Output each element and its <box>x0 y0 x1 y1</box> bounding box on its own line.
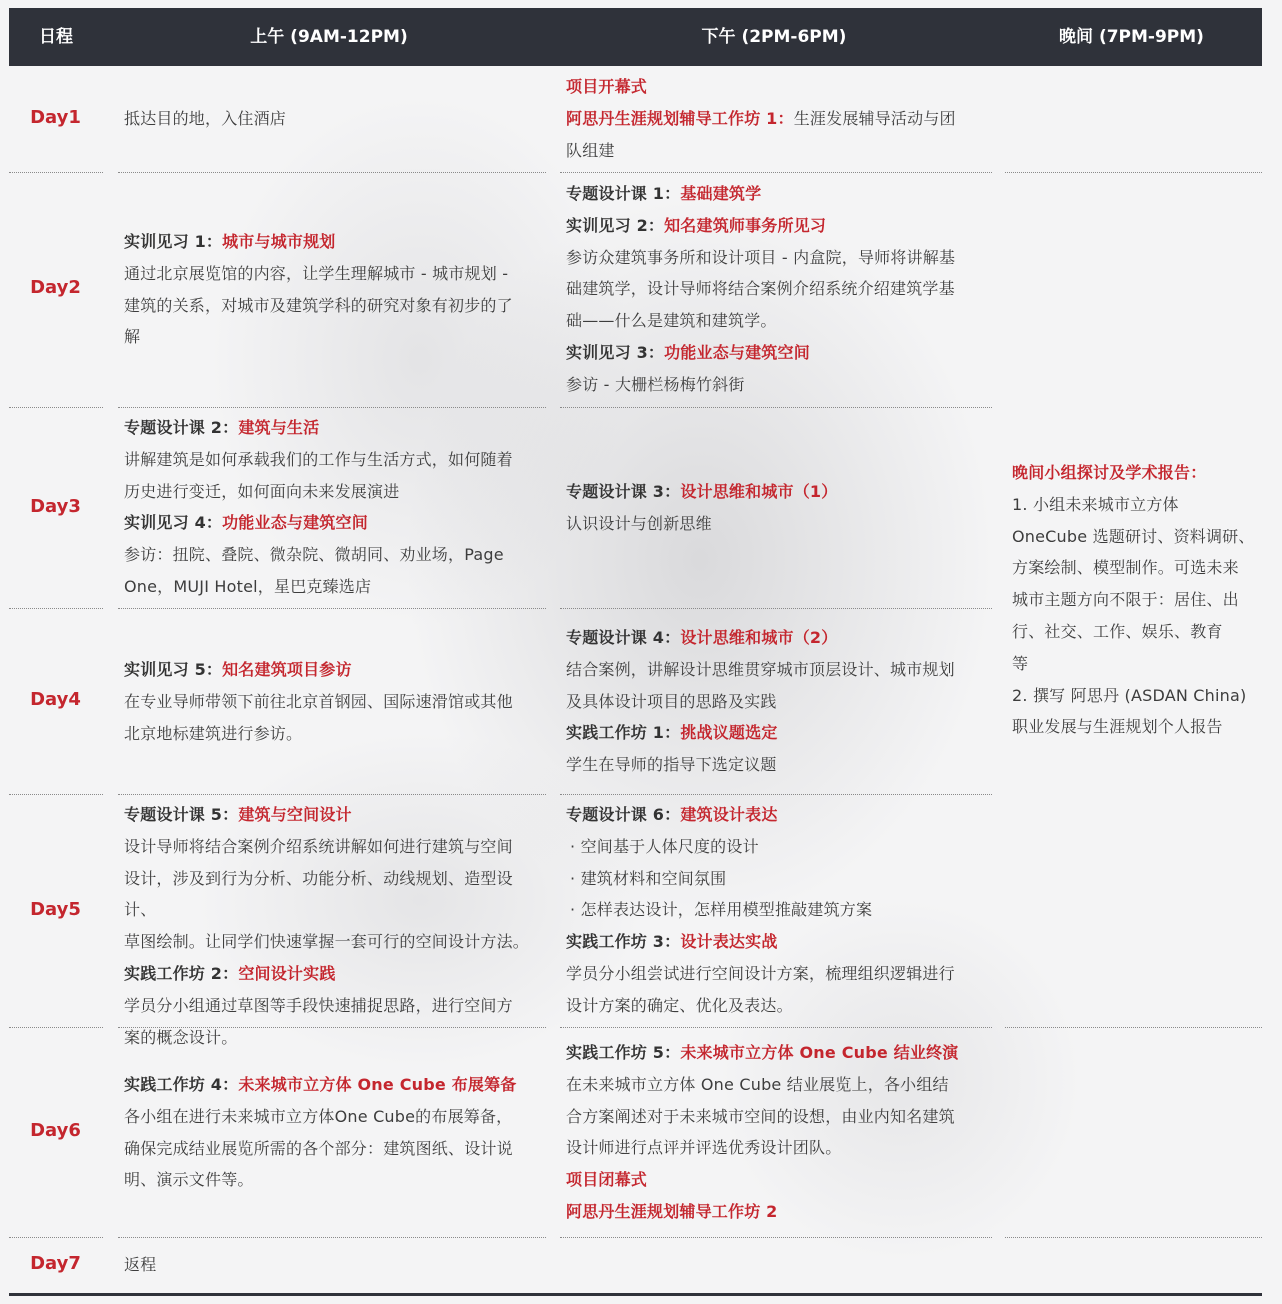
day4-morning-title: 知名建筑项目参访 <box>222 660 352 679</box>
row-divider <box>118 407 546 408</box>
day3-morning-line5: 参访：扭院、叠院、微杂院、微胡同、劝业场，Page <box>124 545 504 565</box>
day3-afternoon-label: 专题设计课 3： <box>566 482 681 501</box>
day3-morning-label2: 实训见习 4： <box>124 513 223 533</box>
day3-morning-line3: 历史进行变迁，如何面向未来发展演进 <box>124 481 400 501</box>
day5-afternoon-bullet1: · 空间基于人体尺度的设计 <box>570 836 759 856</box>
day4-afternoon-label2: 实践工作坊 1： <box>566 723 681 743</box>
row-divider <box>560 1237 992 1238</box>
day5-afternoon-title2: 设计表达实战 <box>680 932 778 952</box>
header-day: 日程 <box>39 27 73 47</box>
row-divider <box>118 608 546 609</box>
day3-morning-label1: 专题设计课 2： <box>124 418 239 437</box>
day6-afternoon-label: 实践工作坊 5： <box>566 1043 681 1062</box>
day-label-2: Day2 <box>30 277 81 298</box>
evening-line1: 1. 小组未来城市立方体 <box>1012 494 1179 514</box>
day4-afternoon-line5: 学生在导师的指导下选定议题 <box>566 755 777 775</box>
day5-morning-title2: 空间设计实践 <box>238 963 336 983</box>
day6-morning-line2: 各小组在进行未来城市立方体One Cube的布展筹备， <box>124 1106 513 1126</box>
row-divider <box>9 172 103 173</box>
day6-morning-line4: 明、演示文件等。 <box>124 1170 254 1190</box>
row-divider <box>118 1237 546 1238</box>
row-divider <box>560 608 992 609</box>
day-label-3: Day3 <box>30 496 81 517</box>
day4-morning-line3: 北京地标建筑进行参访。 <box>124 723 303 743</box>
evening-title: 晚间小组探讨及学术报告： <box>1012 463 1207 482</box>
day3-morning-title2: 功能业态与建筑空间 <box>222 513 368 533</box>
day6-afternoon <box>566 1037 986 1228</box>
day2-afternoon-title2: 知名建筑师事务所见习 <box>664 215 827 235</box>
row-divider <box>560 794 992 795</box>
evening-line6: 等 <box>1012 653 1029 673</box>
evening-line4: 城市主题方向不限于：居住、出 <box>1012 590 1239 610</box>
day7-morning <box>124 1249 544 1281</box>
day1-afternoon-line3: 队组建 <box>566 140 615 160</box>
day3-afternoon <box>566 476 986 540</box>
day1-afternoon-text: 生涯发展辅导活动与团 <box>793 108 956 128</box>
day4-afternoon <box>566 622 986 781</box>
row-divider <box>560 407 992 408</box>
header-evening: 晚间 (7PM-9PM) <box>1059 27 1204 47</box>
day2-morning-line3: 建筑的关系，对城市及建筑学科的研究对象有初步的了 <box>124 295 513 315</box>
day4-morning <box>124 654 544 749</box>
day5-afternoon <box>566 799 986 1022</box>
day7-morning-text: 返程 <box>124 1255 157 1274</box>
day4-afternoon-title2: 挑战议题选定 <box>680 723 778 743</box>
day5-morning <box>124 799 544 1053</box>
day2-afternoon-label2: 实训见习 2： <box>566 215 665 235</box>
day3-morning-line6: One，MUJI Hotel，星巴克臻选店 <box>124 576 372 596</box>
day5-afternoon-bullet2: · 建筑材料和空间氛围 <box>570 868 727 888</box>
day3-afternoon-title: 设计思维和城市（1） <box>680 482 838 501</box>
day2-morning-label: 实训见习 1： <box>124 232 223 251</box>
day5-morning-line6: 学员分小组通过草图等手段快速捕捉思路，进行空间方 <box>124 995 513 1015</box>
evening-line2: OneCube 选题研讨、资料调研、 <box>1012 526 1255 546</box>
day1-morning-text: 抵达目的地，入住酒店 <box>124 109 287 128</box>
row-divider <box>118 172 546 173</box>
row-divider <box>9 407 103 408</box>
day5-afternoon-line7: 设计方案的确定、优化及表达。 <box>566 995 793 1015</box>
day1-morning <box>124 103 544 135</box>
day5-morning-line3: 设计，涉及到行为分析、功能分析、动线规划、造型设计、 <box>124 868 513 920</box>
day2-afternoon-label3: 实训见习 3： <box>566 342 665 362</box>
header-afternoon: 下午 (2PM-6PM) <box>701 27 847 47</box>
day4-morning-line2: 在专业导师带领下前往北京首钢园、国际速滑馆或其他 <box>124 691 513 711</box>
header-morning: 上午 (9AM-12PM) <box>250 27 408 47</box>
day4-afternoon-label1: 专题设计课 4： <box>566 628 681 647</box>
evening-content <box>1012 457 1262 743</box>
day4-afternoon-title1: 设计思维和城市（2） <box>680 628 838 647</box>
day6-morning-title: 未来城市立方体 One Cube 布展筹备 <box>238 1075 517 1094</box>
row-divider <box>1005 1027 1262 1028</box>
day5-morning-line4: 草图绘制。让同学们快速掌握一套可行的空间设计方法。 <box>124 932 530 952</box>
day6-afternoon-line4: 设计师进行点评并评选优秀设计团队。 <box>566 1138 842 1158</box>
day2-morning-line2: 通过北京展览馆的内容，让学生理解城市 - 城市规划 - <box>124 263 509 283</box>
day3-morning-line2: 讲解建筑是如何承载我们的工作与生活方式，如何随着 <box>124 449 513 469</box>
row-divider <box>1005 172 1262 173</box>
evening-line7: 2. 撰写 阿思丹 (ASDAN China) <box>1012 685 1247 705</box>
day4-afternoon-line3: 及具体设计项目的思路及实践 <box>566 691 777 711</box>
day5-morning-label1: 专题设计课 5： <box>124 805 239 824</box>
day5-morning-line2: 设计导师将结合案例介绍系统讲解如何进行建筑与空间 <box>124 836 513 856</box>
day6-afternoon-line2: 在未来城市立方体 One Cube 结业展览上，各小组结 <box>566 1074 949 1094</box>
day2-afternoon-line3: 参访众建筑事务所和设计项目 - 内盒院，导师将讲解基 <box>566 247 956 267</box>
day2-afternoon <box>566 178 986 401</box>
row-divider <box>9 1237 103 1238</box>
day6-morning <box>124 1069 544 1196</box>
row-divider <box>9 794 103 795</box>
table-bottom-border <box>9 1293 1262 1296</box>
day2-afternoon-title1: 基础建筑学 <box>680 184 762 203</box>
day2-afternoon-label1: 专题设计课 1： <box>566 184 681 203</box>
day5-morning-title1: 建筑与空间设计 <box>238 805 352 824</box>
day5-morning-line7: 案的概念设计。 <box>124 1027 238 1047</box>
day2-afternoon-line5: 础——什么是建筑和建筑学。 <box>566 311 777 331</box>
day2-afternoon-line4: 础建筑学，设计导师将结合案例介绍系统介绍建筑学基 <box>566 279 955 299</box>
row-divider <box>9 1027 103 1028</box>
row-divider <box>118 794 546 795</box>
day3-morning <box>124 412 544 603</box>
day2-morning <box>124 226 544 353</box>
day-label-6: Day6 <box>30 1120 81 1141</box>
day6-morning-line3: 确保完成结业展览所需的各个部分：建筑图纸、设计说 <box>124 1138 513 1158</box>
row-divider <box>560 1027 992 1028</box>
day5-afternoon-label2: 实践工作坊 3： <box>566 932 681 952</box>
day5-afternoon-label1: 专题设计课 6： <box>566 805 681 824</box>
day-label-7: Day7 <box>30 1253 81 1274</box>
row-divider <box>560 172 992 173</box>
day3-afternoon-line2: 认识设计与创新思维 <box>566 513 712 533</box>
day5-afternoon-bullet3: · 怎样表达设计，怎样用模型推敲建筑方案 <box>570 900 873 920</box>
day1-afternoon <box>566 71 986 166</box>
day6-afternoon-closing: 项目闭幕式 <box>566 1170 648 1190</box>
day1-afternoon-line1: 项目开幕式 <box>566 77 648 96</box>
evening-line3: 方案绘制、模型制作。可选未来 <box>1012 558 1239 578</box>
day6-afternoon-workshop2: 阿思丹生涯规划辅导工作坊 2 <box>566 1201 778 1221</box>
row-divider <box>9 608 103 609</box>
day-label-1: Day1 <box>30 107 81 128</box>
day5-afternoon-title1: 建筑设计表达 <box>680 805 778 824</box>
day4-morning-label: 实训见习 5： <box>124 660 223 679</box>
day6-afternoon-title: 未来城市立方体 One Cube 结业终演 <box>680 1043 959 1062</box>
day5-morning-label2: 实践工作坊 2： <box>124 963 239 983</box>
day2-afternoon-title3: 功能业态与建筑空间 <box>664 342 810 362</box>
day6-afternoon-line3: 合方案阐述对于未来城市空间的设想，由业内知名建筑 <box>566 1106 955 1126</box>
row-divider <box>1005 1237 1262 1238</box>
day-label-5: Day5 <box>30 899 81 920</box>
day2-morning-title: 城市与城市规划 <box>222 232 336 251</box>
day1-afternoon-workshop: 阿思丹生涯规划辅导工作坊 1： <box>566 108 794 128</box>
table-header <box>9 8 1262 66</box>
day-label-4: Day4 <box>30 689 81 710</box>
day5-afternoon-line6: 学员分小组尝试进行空间设计方案，梳理组织逻辑进行 <box>566 963 955 983</box>
day4-afternoon-line2: 结合案例，讲解设计思维贯穿城市顶层设计、城市规划 <box>566 659 955 679</box>
evening-line8: 职业发展与生涯规划个人报告 <box>1012 717 1223 737</box>
day6-morning-label: 实践工作坊 4： <box>124 1075 239 1094</box>
day2-afternoon-line7: 参访 - 大栅栏杨梅竹斜街 <box>566 374 745 394</box>
day3-morning-title1: 建筑与生活 <box>238 418 320 437</box>
day2-morning-line4: 解 <box>124 327 141 347</box>
evening-line5: 行、社交、工作、娱乐、教育 <box>1012 621 1223 641</box>
